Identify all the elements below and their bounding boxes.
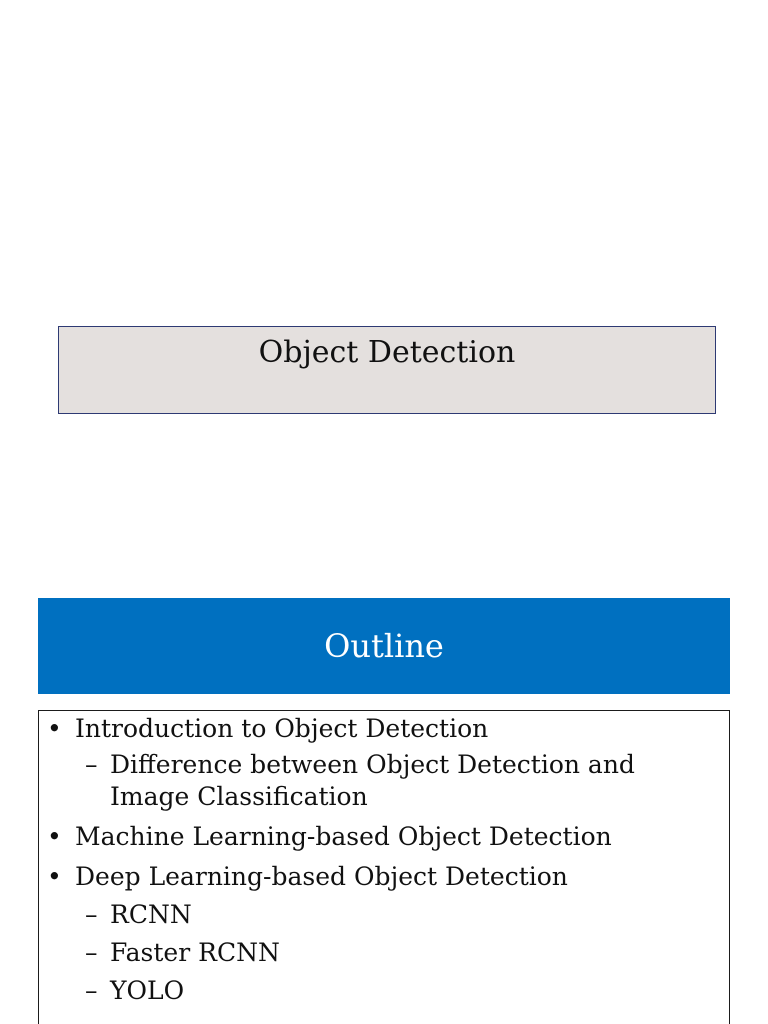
outline-item-text: Machine Learning-based Object Detection — [75, 822, 612, 851]
bullet-icon: • — [47, 714, 62, 743]
outline-subitem-text: Faster RCNN — [110, 938, 280, 967]
outline-subitem-text: RCNN — [110, 900, 192, 929]
bullet-icon: • — [47, 862, 62, 891]
title-box — [58, 326, 716, 414]
dash-icon: – — [85, 938, 98, 967]
dash-icon: – — [85, 750, 98, 779]
outline-subitem-text: Difference between Object Detection and Image Classification — [110, 750, 635, 811]
slide-title: Object Detection — [258, 335, 516, 370]
outline-subitem-text: YOLO — [110, 976, 185, 1005]
outline-title: Outline — [324, 627, 444, 665]
bullet-icon: • — [47, 822, 62, 851]
outline-list — [39, 713, 729, 1007]
outline-subitem — [39, 749, 729, 813]
slide-2 — [0, 560, 768, 1024]
outline-content-box — [38, 710, 730, 1024]
outline-item-text: Deep Learning-based Object Detection — [75, 862, 568, 891]
outline-item — [39, 713, 729, 745]
outline-item — [39, 861, 729, 893]
dash-icon: – — [85, 900, 98, 929]
outline-subitem — [39, 899, 729, 931]
outline-item-text: Introduction to Object Detection — [75, 714, 489, 743]
outline-item — [39, 821, 729, 853]
outline-header — [38, 598, 730, 694]
dash-icon: – — [85, 976, 98, 1005]
outline-subitem — [39, 937, 729, 969]
outline-subitem — [39, 975, 729, 1007]
